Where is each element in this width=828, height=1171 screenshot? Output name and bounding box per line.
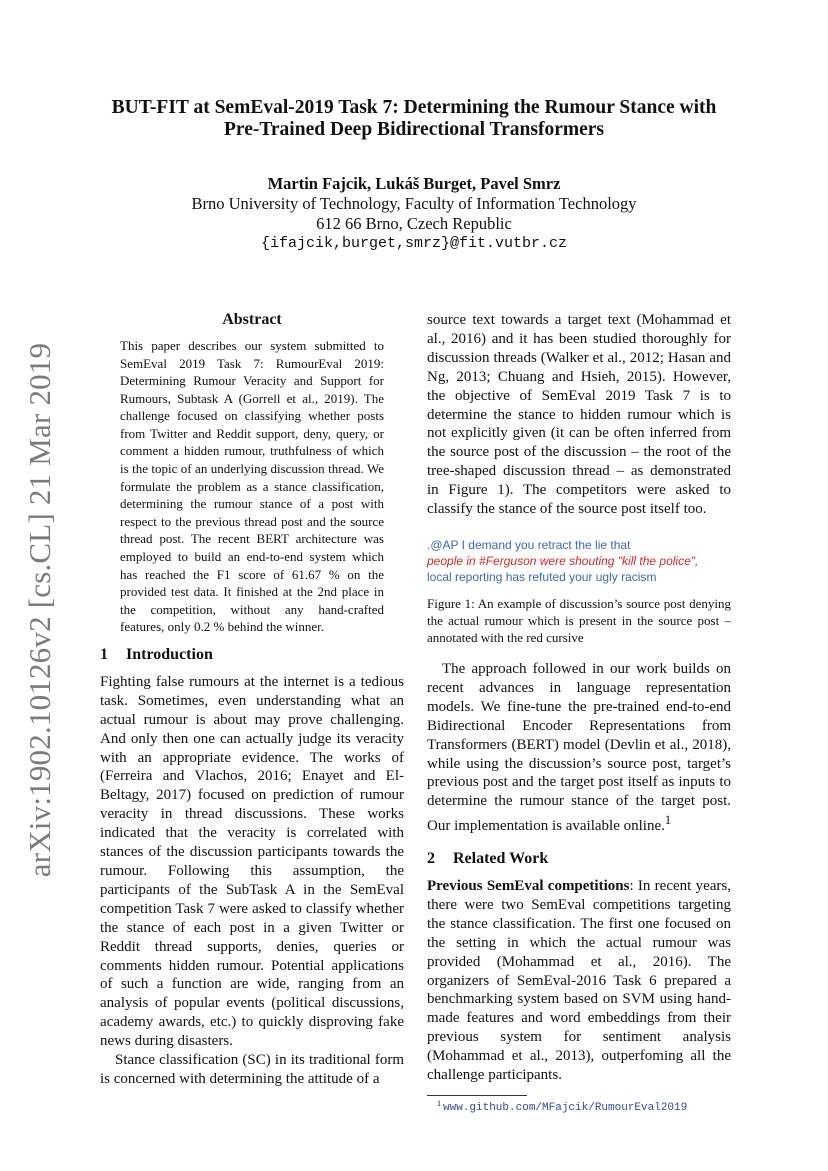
- tweet-line-2-rumour: people in #Ferguson were shouting "kill the police",: [427, 553, 699, 568]
- figure-1-tweet: [427, 537, 731, 585]
- paper-title: [80, 97, 748, 141]
- section-number: 2: [427, 850, 435, 868]
- footnote-mark: 1: [437, 1099, 441, 1108]
- figure-1-caption: Figure 1: An example of discussion’s source post denying the actual rumour which is present in the source post – annotated with the red cursive: [427, 595, 731, 645]
- title-line-1: BUT-FIT at SemEval-2019 Task 7: Determining the Rumour Stance with: [111, 97, 717, 118]
- abstract-heading: Abstract: [222, 311, 282, 328]
- abstract-text: This paper describes our system submitted to SemEval 2019 Task 7: RumourEval 2019: Determining Rumour Veracity and Support for Rumours, Subtask A (Gorrell et al., 2019). The challenge focused on classifying whether posts from Twitter and Reddit support, deny, query, or comment a hidden rumour, truthfulness of which is the topic of an underlying discussion thread. We formulate the problem as a stance classification, determining the rumour stance of a post with respect to the previous thread post and the source thread post. The recent BERT architecture was employed to build an end-to-end system which has reached the F1 score of 61.67 % on the provided test data. It finished at the 2nd place in the competition, without any hand-crafted features, only 0.2 % behind the winner.: [120, 337, 384, 635]
- author-block: [80, 174, 748, 254]
- left-column: [100, 311, 404, 1089]
- author-email[interactable]: {ifajcik,burget,smrz}@fit.vutbr.cz: [260, 235, 568, 252]
- related-bold-label: Previous SemEval competitions: [427, 878, 630, 895]
- right-paragraph-2-text: The approach followed in our work builds on recent advances in language representation models. We fine-tune the pre-trained end-to-end Bidirectional Encoder Representations from Transformers (BERT) model (Devlin et al., 2018), while using the discussion’s source post, target’s previous post and the target post itself as inputs to determine the rumour stance of the target post. Our implementation is available online.: [427, 660, 731, 835]
- section-heading-related-work: [427, 850, 731, 869]
- intro-paragraph-2: Stance classification (SC) in its traditional form is concerned with determining the attitude of a: [100, 1052, 404, 1087]
- section-title: Introduction: [126, 646, 213, 663]
- footnote-ref[interactable]: 1: [664, 813, 672, 828]
- footnote-divider: [427, 1095, 527, 1096]
- address: 612 66 Brno, Czech Republic: [316, 214, 512, 233]
- arxiv-stamp: [20, 342, 60, 878]
- affiliation: Brno University of Technology, Faculty of Information Technology: [191, 194, 637, 213]
- title-line-2: Pre-Trained Deep Bidirectional Transformers: [223, 119, 604, 140]
- related-paragraph-1: [427, 877, 731, 1085]
- right-paragraph-1: source text towards a target text (Mohammad et al., 2016) and it has been studied thoroughly for discussion threads (Walker et al., 2012; Hasan and Ng, 2013; Chuang and Hsieh, 2015). However, the objective of SemEval 2019 Task 7 is to determine the stance to hidden rumour which is not explicitly given (it can be often inferred from the source post of the discussion – the root of the tree-shaped discussion thread – as demonstrated in Figure 1). The competitors were asked to classify the stance of the source post itself too.: [427, 312, 731, 518]
- footnote-1[interactable]: [437, 1099, 731, 1118]
- footnote-url[interactable]: www.github.com/MFajcik/RumourEval2019: [443, 1102, 688, 1114]
- right-paragraph-2: [427, 660, 731, 836]
- section-heading-introduction: [100, 646, 404, 665]
- section-number: 1: [100, 646, 108, 663]
- section-title: Related Work: [453, 850, 549, 868]
- tweet-line-3: local reporting has refuted your ugly racism: [427, 569, 657, 584]
- right-column: [427, 311, 731, 1118]
- arxiv-stamp-text: arXiv:1902.10126v2 [cs.CL] 21 Mar 2019: [22, 342, 57, 878]
- related-paragraph-1-text: : In recent years, there were two SemEval competitions targeting the stance classification. The first one focused on the setting in which the actual rumour was provided (Mohammad et al., 2016). The organizers of SemEval-2016 Task 6 prepared a benchmarking system based on SVM using hand-made features and word embeddings from their previous system for sentiment analysis (Mohammad et al., 2013), outperfoming all the challenge participants.: [427, 878, 731, 1084]
- author-names: Martin Fajcik, Lukáš Burget, Pavel Smrz: [267, 174, 561, 193]
- intro-paragraph-1: Fighting false rumours at the internet is a tedious task. Sometimes, even understanding what an actual rumour is about may prove challenging. And only then one can actually judge its veracity with an appropriate evidence. The works of (Ferreira and Vlachos, 2016; Enayet and El-Beltagy, 2017) focused on prediction of rumour veracity in thread discussions. These works indicated that the veracity is correlated with stances of the discussion participants towards the rumour. Following this assumption, the participants of the SubTask A in the SemEval competition Task 7 were asked to classify whether the stance of each post in a given Twitter or Reddit thread supports, denies, queries or comments hidden rumour. Potential applications of such a function are wide, ranging from an analysis of popular events (political discussions, academy awards, etc.) to quickly disproving fake news during disasters.: [100, 673, 404, 1050]
- tweet-line-1: .@AP I demand you retract the lie that: [427, 537, 631, 552]
